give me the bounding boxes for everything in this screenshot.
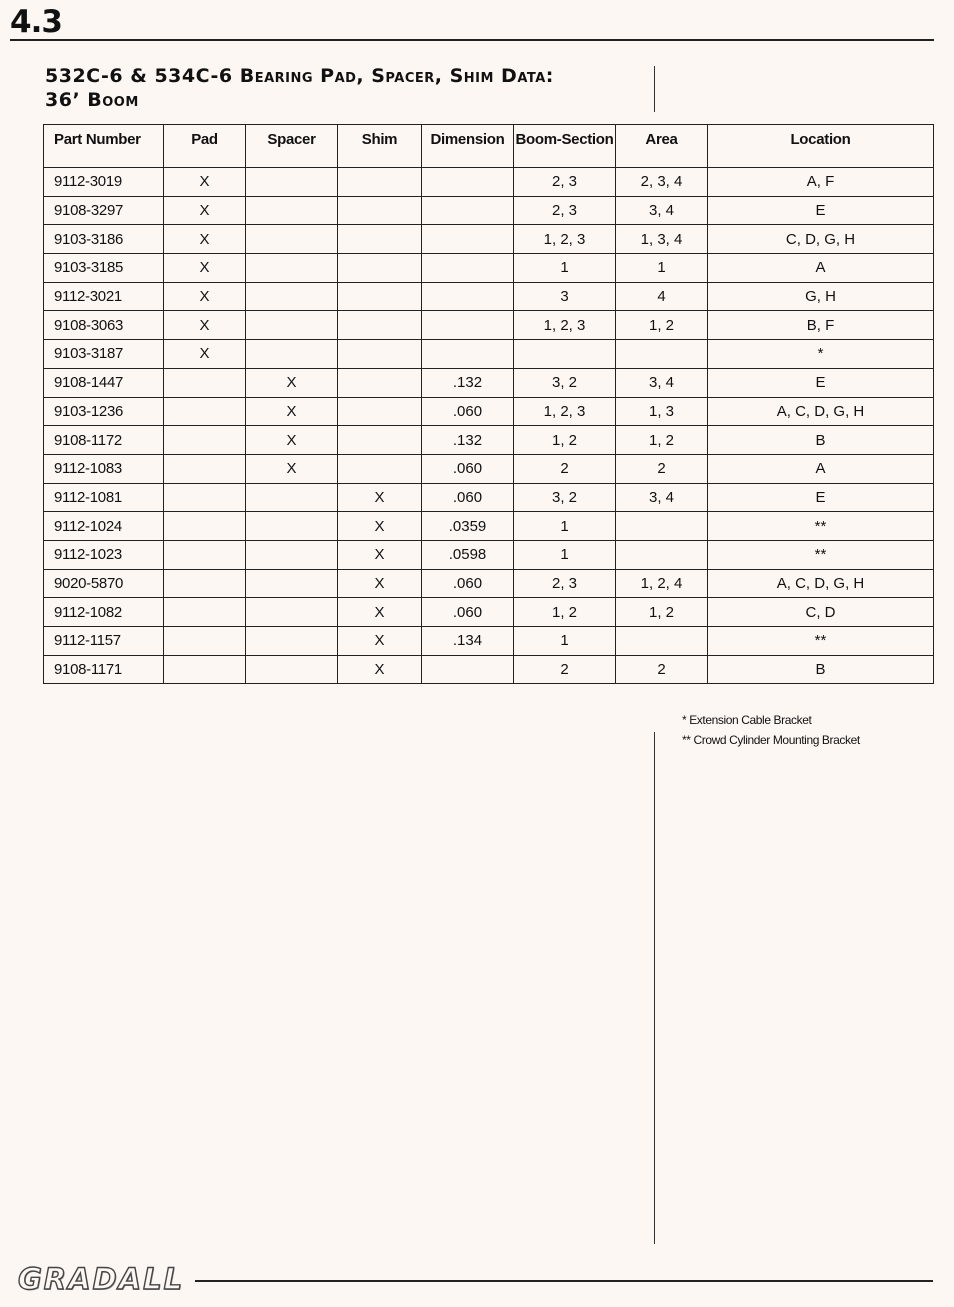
table-cell: 2 [514,454,616,483]
table-cell: 9108-1172 [44,426,164,455]
table-cell: 2 [616,454,708,483]
gradall-logo: GRADALL [18,1262,185,1296]
table-cell: .134 [422,627,514,656]
table-cell: X [246,454,338,483]
table-cell: E [708,368,934,397]
table-cell [246,540,338,569]
table-cell: .0598 [422,540,514,569]
table-cell: 3 [514,282,616,311]
table-cell: X [164,311,246,340]
table-cell: 1, 3, 4 [616,225,708,254]
table-cell: X [164,340,246,369]
table-cell: G, H [708,282,934,311]
table-cell [164,454,246,483]
table-row [44,254,934,283]
table-cell: X [246,368,338,397]
vertical-rule-top [654,66,655,112]
table-cell [338,196,422,225]
table-cell: 1, 2 [616,311,708,340]
table-cell [616,340,708,369]
table-row [44,512,934,541]
page-title [45,64,554,112]
table-cell: 2, 3 [514,196,616,225]
table-cell [338,368,422,397]
table-cell: 9112-1081 [44,483,164,512]
column-header: Location [708,125,934,168]
table-cell: .060 [422,397,514,426]
table-row [44,627,934,656]
table-row [44,540,934,569]
table-cell: X [246,397,338,426]
table-cell: B, F [708,311,934,340]
table-cell: 3, 2 [514,483,616,512]
table-cell [422,196,514,225]
table-cell [338,454,422,483]
table-cell: 3, 4 [616,196,708,225]
table-cell: 9112-1083 [44,454,164,483]
table-cell: E [708,196,934,225]
table-cell: 1 [514,254,616,283]
table-cell: 3, 4 [616,368,708,397]
table-cell [246,598,338,627]
table-cell: 9103-3185 [44,254,164,283]
table-cell: 9020-5870 [44,569,164,598]
table-cell [616,627,708,656]
table-cell: X [164,168,246,197]
table-cell [422,225,514,254]
top-rule [10,39,934,41]
table-cell [338,168,422,197]
table-cell: 1 [514,512,616,541]
table-cell: 1, 2 [616,598,708,627]
table-cell: 3, 4 [616,483,708,512]
table-cell: C, D [708,598,934,627]
table-cell: 9112-1157 [44,627,164,656]
table-cell: 1 [514,540,616,569]
table-cell [616,512,708,541]
table-cell: X [338,655,422,684]
table-cell: X [164,196,246,225]
table-cell: A, C, D, G, H [708,397,934,426]
table-cell [164,426,246,455]
table-row [44,225,934,254]
column-header: Shim [338,125,422,168]
footnotes [682,710,860,750]
table-cell [164,598,246,627]
table-cell: X [338,512,422,541]
footnote: * Extension Cable Bracket [682,713,812,727]
table-cell: 1, 2, 4 [616,569,708,598]
table-cell [164,540,246,569]
table-cell: .060 [422,598,514,627]
table-cell [164,569,246,598]
table-cell: 2 [616,655,708,684]
table-row [44,426,934,455]
column-header: Pad [164,125,246,168]
table-cell [246,655,338,684]
table-cell [246,340,338,369]
table-row [44,311,934,340]
table-cell [422,655,514,684]
table-cell: E [708,483,934,512]
table-row [44,368,934,397]
table-cell [338,254,422,283]
table-cell: 9103-1236 [44,397,164,426]
table-cell: 1 [514,627,616,656]
table-cell [164,397,246,426]
table-cell [422,282,514,311]
table-cell: 9112-1082 [44,598,164,627]
table-cell: A, F [708,168,934,197]
table-cell: 1, 2 [514,598,616,627]
table-cell: .0359 [422,512,514,541]
table-cell: 1, 2, 3 [514,225,616,254]
table-cell [422,311,514,340]
table-cell [616,540,708,569]
table-cell: 9103-3186 [44,225,164,254]
table-cell: 9108-1171 [44,655,164,684]
table-cell: X [338,598,422,627]
table-cell: .132 [422,368,514,397]
table-cell [246,254,338,283]
table-cell [338,397,422,426]
table-cell: .060 [422,483,514,512]
table-cell [246,282,338,311]
table-cell: X [164,282,246,311]
table-cell [164,512,246,541]
table-cell: 1 [616,254,708,283]
table-cell: C, D, G, H [708,225,934,254]
table-cell: 3, 2 [514,368,616,397]
table-cell: X [338,483,422,512]
column-header: Area [616,125,708,168]
table-cell: B [708,655,934,684]
table-cell: .132 [422,426,514,455]
table-cell: 1, 2, 3 [514,311,616,340]
vertical-rule-bottom [654,732,655,1244]
table-cell: 9112-3021 [44,282,164,311]
table-cell [246,311,338,340]
table-cell: B [708,426,934,455]
table-cell: X [338,569,422,598]
table-cell [338,282,422,311]
table-header-row [44,125,934,168]
table-cell: A, C, D, G, H [708,569,934,598]
table-cell [164,483,246,512]
table-body [44,168,934,684]
table-cell: X [338,627,422,656]
table-cell: 9112-1023 [44,540,164,569]
table-cell: X [164,254,246,283]
footnote: ** Crowd Cylinder Mounting Bracket [682,733,860,747]
table-row [44,168,934,197]
table-cell: A [708,454,934,483]
table-cell: ** [708,540,934,569]
title-line-1: 532C-6 & 534C-6 Bearing Pad, Spacer, Shim Data: [45,65,554,87]
table-cell: ** [708,627,934,656]
table-cell: ** [708,512,934,541]
table-cell: 1, 3 [616,397,708,426]
table-cell: 1, 2 [616,426,708,455]
bearing-data-table [43,124,934,684]
table-cell [422,168,514,197]
table-cell: 1, 2 [514,426,616,455]
section-number: 4.3 [10,4,62,40]
table-cell: 2, 3 [514,168,616,197]
table-row [44,282,934,311]
table-cell: 2 [514,655,616,684]
table-cell [246,512,338,541]
table-row [44,655,934,684]
table-cell: 2, 3 [514,569,616,598]
table-cell [338,225,422,254]
table-cell: 9112-1024 [44,512,164,541]
table-cell: 9108-1447 [44,368,164,397]
table-cell: 2, 3, 4 [616,168,708,197]
table-cell [246,569,338,598]
table-cell: X [246,426,338,455]
table-cell: 9108-3297 [44,196,164,225]
table-cell [246,196,338,225]
table-row [44,598,934,627]
table-cell [246,627,338,656]
table-cell: .060 [422,569,514,598]
table-cell [164,655,246,684]
table-cell: .060 [422,454,514,483]
table-cell [164,627,246,656]
table-cell [338,311,422,340]
table-row [44,569,934,598]
table-cell: 9112-3019 [44,168,164,197]
table-cell [164,368,246,397]
table-cell [514,340,616,369]
table-cell [246,483,338,512]
table-cell [246,168,338,197]
table-cell: 1, 2, 3 [514,397,616,426]
column-header: Spacer [246,125,338,168]
table-cell: X [338,540,422,569]
table-cell: X [164,225,246,254]
table-cell [246,225,338,254]
table-cell [422,340,514,369]
title-line-2: 36’ Boom [45,89,139,111]
table-row [44,340,934,369]
table-cell [422,254,514,283]
table-cell: A [708,254,934,283]
table-cell: * [708,340,934,369]
bottom-rule [195,1280,933,1282]
column-header: Boom-Section [514,125,616,168]
table-cell: 9108-3063 [44,311,164,340]
table-cell: 4 [616,282,708,311]
table-row [44,196,934,225]
column-header: Dimension [422,125,514,168]
table-row [44,454,934,483]
table-cell [338,340,422,369]
table-cell: 9103-3187 [44,340,164,369]
table-row [44,397,934,426]
table-cell [338,426,422,455]
table-row [44,483,934,512]
column-header: Part Number [44,125,164,168]
